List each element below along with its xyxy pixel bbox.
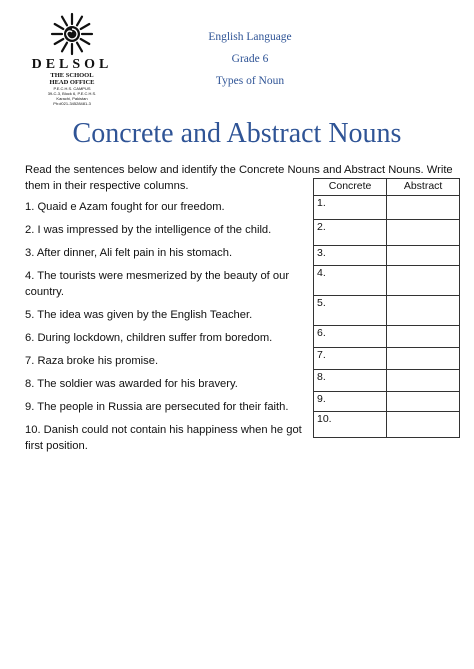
sentence-item: 5. The idea was given by the English Teacher. bbox=[25, 309, 253, 321]
concrete-column-header: Concrete bbox=[314, 179, 387, 196]
concrete-answer-cell[interactable]: 4. bbox=[314, 266, 387, 296]
sentence-item: 7. Raza broke his promise. bbox=[25, 355, 159, 367]
address-line-2: Karachi, Pakistan bbox=[56, 96, 88, 101]
concrete-answer-cell[interactable]: 5. bbox=[314, 296, 387, 326]
address-line-1: 39-C-3, Block 6, P.E.C.H.S. bbox=[47, 91, 97, 96]
concrete-answer-cell[interactable]: 3. bbox=[314, 246, 387, 266]
concrete-answer-cell[interactable]: 10. bbox=[314, 412, 387, 438]
head-office: HEAD OFFICE bbox=[49, 79, 95, 86]
answer-table bbox=[313, 178, 460, 438]
table-row bbox=[314, 326, 460, 348]
abstract-answer-cell[interactable] bbox=[387, 196, 460, 220]
table-header-row bbox=[314, 179, 460, 196]
abstract-answer-cell[interactable] bbox=[387, 412, 460, 438]
sun-logo-icon bbox=[43, 12, 101, 56]
campus-name: P.E.C.H.S. CAMPUS bbox=[53, 86, 91, 91]
abstract-answer-cell[interactable] bbox=[387, 326, 460, 348]
table-row bbox=[314, 412, 460, 438]
sentence-item: 4. The tourists were mesmerized by the beauty of our country. bbox=[25, 270, 290, 298]
sentence-item: 10. Danish could not contain his happiness when he got first position. bbox=[25, 424, 302, 452]
grade-heading: Grade 6 bbox=[231, 53, 269, 65]
abstract-answer-cell[interactable] bbox=[387, 246, 460, 266]
table-row bbox=[314, 196, 460, 220]
topic-heading: Types of Noun bbox=[215, 75, 285, 87]
table-row bbox=[314, 370, 460, 392]
concrete-answer-cell[interactable]: 8. bbox=[314, 370, 387, 392]
abstract-answer-cell[interactable] bbox=[387, 348, 460, 370]
sentence-item: 9. The people in Russia are persecuted for their faith. bbox=[25, 401, 289, 413]
sentence-item: 1. Quaid e Azam fought for our freedom. bbox=[25, 201, 225, 213]
sentence-item: 2. I was impressed by the intelligence of the child. bbox=[25, 224, 272, 236]
subject-heading: English Language bbox=[208, 31, 292, 43]
concrete-answer-cell[interactable]: 6. bbox=[314, 326, 387, 348]
brand-name: DELSOL bbox=[31, 57, 113, 72]
concrete-answer-cell[interactable]: 2. bbox=[314, 220, 387, 246]
sentence-list bbox=[25, 199, 310, 461]
table-row bbox=[314, 266, 460, 296]
table-row bbox=[314, 392, 460, 412]
table-row bbox=[314, 246, 460, 266]
page-title: Concrete and Abstract Nouns bbox=[72, 118, 402, 149]
abstract-answer-cell[interactable] bbox=[387, 370, 460, 392]
table-row bbox=[314, 296, 460, 326]
concrete-answer-cell[interactable]: 7. bbox=[314, 348, 387, 370]
phone-number: Ph:#021-34528481-3 bbox=[53, 101, 91, 106]
abstract-answer-cell[interactable] bbox=[387, 220, 460, 246]
abstract-answer-cell[interactable] bbox=[387, 296, 460, 326]
instructions: Read the sentences below and identify the Concrete Nouns and Abstract Nouns. Write them in their respective columns. bbox=[25, 164, 453, 192]
brand-subtitle: THE SCHOOL bbox=[50, 72, 94, 79]
sentence-item: 8. The soldier was awarded for his bravery. bbox=[25, 378, 238, 390]
school-logo bbox=[22, 12, 122, 106]
table-row bbox=[314, 348, 460, 370]
sentence-item: 6. During lockdown, children suffer from boredom. bbox=[25, 332, 273, 344]
sentence-item: 3. After dinner, Ali felt pain in his stomach. bbox=[25, 247, 233, 259]
concrete-answer-cell[interactable]: 9. bbox=[314, 392, 387, 412]
table-row bbox=[314, 220, 460, 246]
abstract-answer-cell[interactable] bbox=[387, 392, 460, 412]
concrete-answer-cell[interactable]: 1. bbox=[314, 196, 387, 220]
abstract-answer-cell[interactable] bbox=[387, 266, 460, 296]
abstract-column-header: Abstract bbox=[387, 179, 460, 196]
